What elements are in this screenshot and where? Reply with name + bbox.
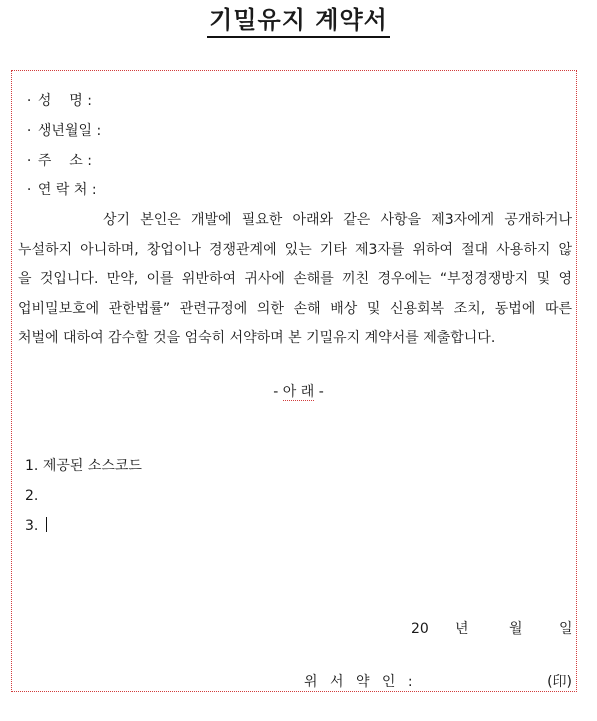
field-label: 주 소 : — [37, 153, 92, 169]
list-number: 3. — [25, 518, 39, 534]
field-birthdate[interactable] — [18, 101, 102, 139]
document-title-text: 기밀유지 계약서 — [207, 6, 390, 38]
field-label: 성 명 : — [37, 93, 92, 109]
field-address[interactable] — [18, 131, 92, 169]
paragraph-line: 업비밀보호에 관한법률” 관련규정에 의한 손해 배상 및 신용회복 조치, 동법에 따른 — [18, 300, 572, 317]
paragraph-line: 누설하지 아니하며, 창업이나 경쟁관계에 있는 기타 제3자를 위하여 절대 사용하지 않 — [18, 241, 572, 258]
month-label: 월 — [509, 621, 523, 637]
paragraph-line: 처벌에 대하여 감수할 것을 엄숙히 서약하며 본 기밀유지 계약서를 제출합니다. — [18, 330, 496, 346]
document-title — [0, 6, 597, 38]
field-bullet: · — [26, 93, 32, 109]
field-contact[interactable] — [18, 160, 97, 198]
list-item[interactable] — [25, 456, 142, 476]
list-number: 2. — [25, 488, 39, 504]
text-cursor — [46, 517, 47, 532]
signature-label: 위 서 약 인 : — [304, 674, 417, 690]
field-label: 생년월일 : — [37, 123, 102, 139]
day-label: 일 — [559, 621, 573, 637]
list-item[interactable] — [25, 516, 47, 536]
paragraph-line: 을 것입니다. 만약, 이를 위반하여 귀사에 손해를 끼친 경우에는 “부정경쟁방지 및 영 — [18, 271, 572, 287]
year-prefix: 20 — [411, 621, 429, 637]
list-number: 1. — [25, 458, 39, 474]
pledge-paragraph[interactable] — [18, 206, 572, 354]
paragraph-line: 상기 본인은 개발에 필요한 아래와 같은 사항을 제3자에게 공개하거나 — [103, 212, 572, 228]
field-bullet: · — [26, 123, 32, 139]
notice-heading[interactable]: - 아 래 - — [273, 384, 324, 400]
field-bullet: · — [26, 182, 32, 198]
year-label: 년 — [455, 621, 469, 637]
field-label: 연 락 처 : — [37, 182, 97, 198]
list-text: 제공된 소스코드 — [42, 458, 142, 474]
field-name[interactable] — [18, 71, 92, 109]
field-bullet: · — [26, 153, 32, 169]
notice-word: 아 래 — [282, 384, 315, 400]
seal-mark: (印) — [547, 674, 572, 690]
list-item[interactable] — [25, 486, 38, 506]
